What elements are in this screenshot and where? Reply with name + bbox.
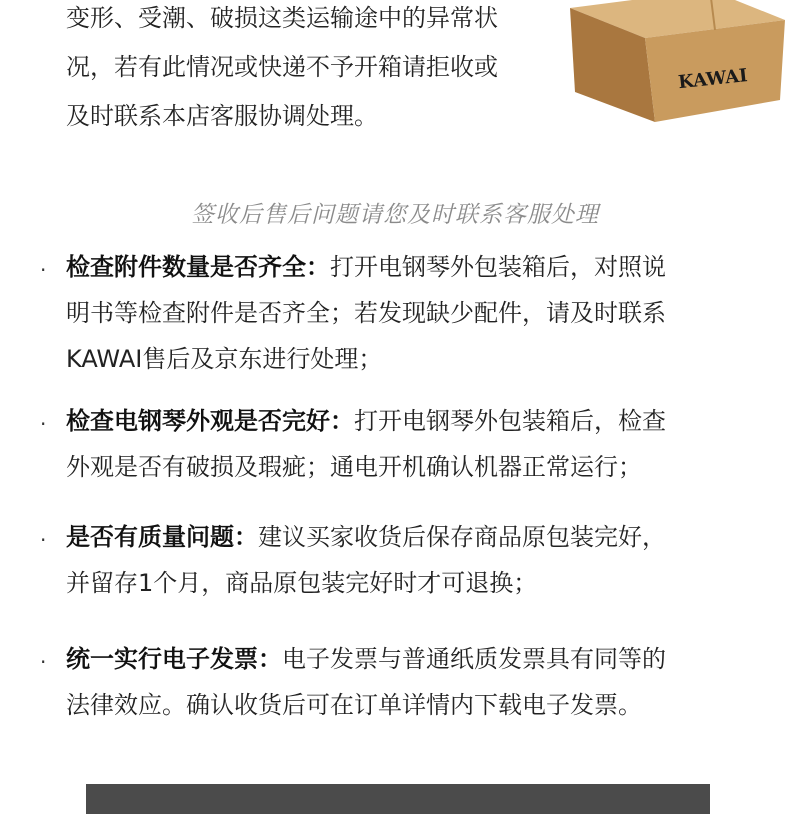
after-sales-list (0, 244, 790, 728)
intro-line: 及时联系本店客服协调处理。 (66, 102, 378, 130)
item-title: 检查电钢琴外观是否完好： (66, 407, 354, 435)
list-item (0, 244, 736, 382)
item-title: 统一实行电子发票： (66, 645, 282, 673)
section-subtitle: 签收后售后问题请您及时联系客服处理 (191, 202, 599, 228)
intro-line: 变形、受潮、破损这类运输途中的异常状 (66, 4, 498, 32)
item-text: 电子发票与普通纸质发票具有同等的 (282, 645, 666, 673)
list-item (0, 514, 736, 606)
next-section-banner (86, 784, 710, 814)
list-item (0, 636, 736, 728)
box-brand-logo: KAWAI (677, 65, 749, 94)
item-text: KAWAI售后及京东进行处理； (66, 345, 383, 373)
item-text: 明书等检查附件是否齐全；若发现缺少配件，请及时联系 (66, 299, 666, 327)
item-text: 外观是否有破损及瑕疵；通电开机确认机器正常运行； (66, 453, 642, 481)
cardboard-box-icon (560, 0, 790, 125)
intro-line: 况，若有此情况或快递不予开箱请拒收或 (66, 53, 498, 81)
item-text: 建议买家收货后保存商品原包装完好， (258, 523, 666, 551)
bullet-dot: · (40, 258, 47, 282)
item-text: 打开电钢琴外包装箱后，对照说 (330, 253, 666, 281)
bullet-dot: · (40, 528, 47, 552)
item-title: 是否有质量问题： (66, 523, 258, 551)
list-item (0, 398, 736, 490)
item-text: 法律效应。确认收货后可在订单详情内下载电子发票。 (66, 691, 642, 719)
item-text: 并留存1个月，商品原包装完好时才可退换； (66, 569, 538, 597)
bullet-dot: · (40, 650, 47, 674)
bullet-dot: · (40, 412, 47, 436)
intro-paragraph (66, 0, 566, 141)
item-text: 打开电钢琴外包装箱后，检查 (354, 407, 666, 435)
shipping-box-image (560, 0, 790, 125)
item-title: 检查附件数量是否齐全： (66, 253, 330, 281)
